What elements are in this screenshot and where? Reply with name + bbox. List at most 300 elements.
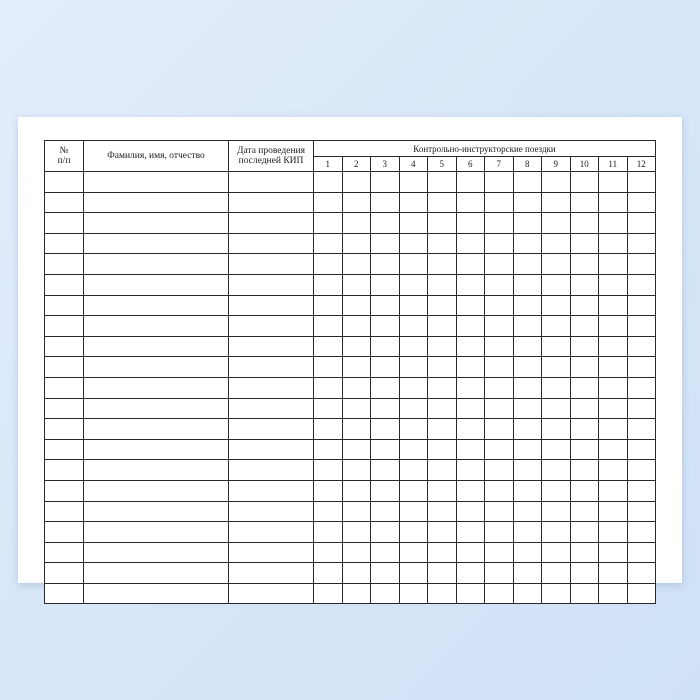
cell-trip-4[interactable]	[399, 295, 428, 316]
cell-trip-7[interactable]	[485, 377, 514, 398]
cell-trip-2[interactable]	[342, 583, 371, 604]
cell-trip-7[interactable]	[485, 501, 514, 522]
cell-trip-5[interactable]	[428, 460, 457, 481]
cell-trip-7[interactable]	[485, 172, 514, 193]
cell-trip-11[interactable]	[599, 192, 628, 213]
cell-trip-3[interactable]	[371, 563, 400, 584]
cell-trip-10[interactable]	[570, 213, 599, 234]
cell-full-name[interactable]	[84, 295, 229, 316]
cell-trip-7[interactable]	[485, 419, 514, 440]
cell-full-name[interactable]	[84, 233, 229, 254]
cell-trip-12[interactable]	[627, 316, 656, 337]
cell-number[interactable]	[45, 357, 84, 378]
cell-trip-4[interactable]	[399, 192, 428, 213]
cell-trip-3[interactable]	[371, 419, 400, 440]
cell-trip-9[interactable]	[542, 295, 571, 316]
cell-number[interactable]	[45, 460, 84, 481]
cell-trip-4[interactable]	[399, 336, 428, 357]
cell-number[interactable]	[45, 398, 84, 419]
cell-full-name[interactable]	[84, 316, 229, 337]
cell-trip-2[interactable]	[342, 233, 371, 254]
cell-trip-9[interactable]	[542, 316, 571, 337]
cell-trip-3[interactable]	[371, 439, 400, 460]
cell-trip-12[interactable]	[627, 419, 656, 440]
cell-trip-10[interactable]	[570, 419, 599, 440]
cell-trip-8[interactable]	[513, 233, 542, 254]
cell-trip-7[interactable]	[485, 398, 514, 419]
cell-trip-2[interactable]	[342, 563, 371, 584]
cell-trip-6[interactable]	[456, 274, 485, 295]
cell-trip-9[interactable]	[542, 192, 571, 213]
cell-trip-1[interactable]	[314, 563, 343, 584]
cell-trip-6[interactable]	[456, 583, 485, 604]
cell-trip-7[interactable]	[485, 480, 514, 501]
cell-full-name[interactable]	[84, 357, 229, 378]
cell-trip-5[interactable]	[428, 254, 457, 275]
cell-number[interactable]	[45, 563, 84, 584]
cell-trip-6[interactable]	[456, 563, 485, 584]
cell-trip-11[interactable]	[599, 480, 628, 501]
cell-trip-12[interactable]	[627, 295, 656, 316]
cell-date[interactable]	[229, 563, 314, 584]
cell-trip-3[interactable]	[371, 172, 400, 193]
cell-trip-5[interactable]	[428, 316, 457, 337]
cell-trip-11[interactable]	[599, 213, 628, 234]
cell-trip-10[interactable]	[570, 295, 599, 316]
cell-full-name[interactable]	[84, 254, 229, 275]
cell-trip-3[interactable]	[371, 501, 400, 522]
cell-trip-6[interactable]	[456, 172, 485, 193]
cell-trip-4[interactable]	[399, 583, 428, 604]
cell-trip-10[interactable]	[570, 274, 599, 295]
cell-trip-1[interactable]	[314, 377, 343, 398]
cell-trip-8[interactable]	[513, 254, 542, 275]
cell-number[interactable]	[45, 501, 84, 522]
cell-trip-11[interactable]	[599, 398, 628, 419]
cell-date[interactable]	[229, 172, 314, 193]
cell-trip-8[interactable]	[513, 398, 542, 419]
cell-trip-10[interactable]	[570, 522, 599, 543]
cell-trip-1[interactable]	[314, 336, 343, 357]
cell-full-name[interactable]	[84, 377, 229, 398]
cell-date[interactable]	[229, 274, 314, 295]
cell-trip-3[interactable]	[371, 583, 400, 604]
cell-trip-5[interactable]	[428, 419, 457, 440]
cell-trip-2[interactable]	[342, 542, 371, 563]
cell-trip-1[interactable]	[314, 316, 343, 337]
cell-trip-12[interactable]	[627, 522, 656, 543]
cell-trip-1[interactable]	[314, 172, 343, 193]
cell-trip-10[interactable]	[570, 480, 599, 501]
cell-trip-1[interactable]	[314, 233, 343, 254]
cell-trip-9[interactable]	[542, 480, 571, 501]
cell-trip-1[interactable]	[314, 522, 343, 543]
cell-trip-9[interactable]	[542, 172, 571, 193]
cell-date[interactable]	[229, 213, 314, 234]
cell-trip-11[interactable]	[599, 439, 628, 460]
cell-trip-7[interactable]	[485, 254, 514, 275]
cell-number[interactable]	[45, 274, 84, 295]
cell-trip-12[interactable]	[627, 542, 656, 563]
cell-trip-4[interactable]	[399, 233, 428, 254]
cell-trip-2[interactable]	[342, 316, 371, 337]
cell-trip-1[interactable]	[314, 213, 343, 234]
cell-number[interactable]	[45, 254, 84, 275]
cell-number[interactable]	[45, 295, 84, 316]
cell-trip-8[interactable]	[513, 336, 542, 357]
cell-number[interactable]	[45, 192, 84, 213]
cell-number[interactable]	[45, 583, 84, 604]
cell-trip-11[interactable]	[599, 295, 628, 316]
cell-trip-12[interactable]	[627, 192, 656, 213]
cell-trip-8[interactable]	[513, 480, 542, 501]
cell-trip-7[interactable]	[485, 233, 514, 254]
cell-trip-1[interactable]	[314, 542, 343, 563]
cell-date[interactable]	[229, 460, 314, 481]
cell-trip-3[interactable]	[371, 295, 400, 316]
cell-date[interactable]	[229, 233, 314, 254]
cell-trip-5[interactable]	[428, 192, 457, 213]
cell-trip-6[interactable]	[456, 522, 485, 543]
cell-trip-4[interactable]	[399, 398, 428, 419]
cell-trip-8[interactable]	[513, 583, 542, 604]
cell-trip-11[interactable]	[599, 336, 628, 357]
cell-trip-5[interactable]	[428, 501, 457, 522]
cell-trip-12[interactable]	[627, 233, 656, 254]
cell-trip-6[interactable]	[456, 295, 485, 316]
cell-trip-9[interactable]	[542, 377, 571, 398]
cell-full-name[interactable]	[84, 460, 229, 481]
cell-trip-2[interactable]	[342, 522, 371, 543]
cell-trip-4[interactable]	[399, 439, 428, 460]
cell-trip-7[interactable]	[485, 542, 514, 563]
cell-trip-7[interactable]	[485, 336, 514, 357]
cell-trip-10[interactable]	[570, 398, 599, 419]
cell-trip-4[interactable]	[399, 316, 428, 337]
cell-trip-1[interactable]	[314, 295, 343, 316]
cell-trip-1[interactable]	[314, 419, 343, 440]
cell-full-name[interactable]	[84, 213, 229, 234]
cell-trip-6[interactable]	[456, 439, 485, 460]
cell-trip-8[interactable]	[513, 439, 542, 460]
cell-trip-2[interactable]	[342, 274, 371, 295]
cell-trip-9[interactable]	[542, 233, 571, 254]
cell-trip-11[interactable]	[599, 563, 628, 584]
cell-trip-9[interactable]	[542, 563, 571, 584]
cell-trip-5[interactable]	[428, 295, 457, 316]
cell-trip-3[interactable]	[371, 233, 400, 254]
cell-full-name[interactable]	[84, 501, 229, 522]
cell-trip-2[interactable]	[342, 480, 371, 501]
cell-full-name[interactable]	[84, 542, 229, 563]
cell-trip-12[interactable]	[627, 274, 656, 295]
cell-trip-7[interactable]	[485, 583, 514, 604]
cell-trip-11[interactable]	[599, 254, 628, 275]
cell-trip-12[interactable]	[627, 336, 656, 357]
cell-trip-12[interactable]	[627, 377, 656, 398]
cell-trip-6[interactable]	[456, 254, 485, 275]
cell-trip-5[interactable]	[428, 480, 457, 501]
cell-trip-1[interactable]	[314, 357, 343, 378]
cell-number[interactable]	[45, 316, 84, 337]
cell-trip-4[interactable]	[399, 563, 428, 584]
cell-trip-2[interactable]	[342, 213, 371, 234]
cell-trip-11[interactable]	[599, 542, 628, 563]
cell-trip-4[interactable]	[399, 172, 428, 193]
cell-trip-4[interactable]	[399, 213, 428, 234]
cell-trip-9[interactable]	[542, 357, 571, 378]
cell-trip-2[interactable]	[342, 254, 371, 275]
cell-trip-6[interactable]	[456, 357, 485, 378]
cell-trip-10[interactable]	[570, 542, 599, 563]
cell-date[interactable]	[229, 316, 314, 337]
cell-trip-1[interactable]	[314, 274, 343, 295]
cell-number[interactable]	[45, 419, 84, 440]
cell-trip-5[interactable]	[428, 172, 457, 193]
cell-trip-10[interactable]	[570, 377, 599, 398]
cell-date[interactable]	[229, 542, 314, 563]
cell-trip-9[interactable]	[542, 336, 571, 357]
cell-trip-6[interactable]	[456, 542, 485, 563]
cell-trip-2[interactable]	[342, 336, 371, 357]
cell-trip-5[interactable]	[428, 583, 457, 604]
cell-number[interactable]	[45, 377, 84, 398]
cell-trip-3[interactable]	[371, 480, 400, 501]
cell-trip-10[interactable]	[570, 336, 599, 357]
cell-trip-6[interactable]	[456, 480, 485, 501]
cell-trip-4[interactable]	[399, 274, 428, 295]
cell-full-name[interactable]	[84, 274, 229, 295]
cell-trip-2[interactable]	[342, 398, 371, 419]
cell-trip-10[interactable]	[570, 233, 599, 254]
cell-full-name[interactable]	[84, 398, 229, 419]
cell-trip-11[interactable]	[599, 377, 628, 398]
cell-date[interactable]	[229, 254, 314, 275]
cell-date[interactable]	[229, 419, 314, 440]
cell-full-name[interactable]	[84, 172, 229, 193]
cell-trip-11[interactable]	[599, 583, 628, 604]
cell-number[interactable]	[45, 522, 84, 543]
cell-trip-9[interactable]	[542, 274, 571, 295]
cell-number[interactable]	[45, 233, 84, 254]
cell-trip-10[interactable]	[570, 439, 599, 460]
cell-trip-4[interactable]	[399, 419, 428, 440]
cell-trip-7[interactable]	[485, 274, 514, 295]
cell-date[interactable]	[229, 480, 314, 501]
cell-trip-10[interactable]	[570, 316, 599, 337]
cell-trip-12[interactable]	[627, 213, 656, 234]
cell-number[interactable]	[45, 172, 84, 193]
cell-date[interactable]	[229, 522, 314, 543]
cell-trip-4[interactable]	[399, 254, 428, 275]
cell-trip-5[interactable]	[428, 439, 457, 460]
cell-trip-5[interactable]	[428, 336, 457, 357]
cell-trip-9[interactable]	[542, 542, 571, 563]
cell-trip-2[interactable]	[342, 377, 371, 398]
cell-trip-2[interactable]	[342, 419, 371, 440]
cell-trip-2[interactable]	[342, 192, 371, 213]
cell-full-name[interactable]	[84, 480, 229, 501]
cell-trip-1[interactable]	[314, 439, 343, 460]
cell-trip-7[interactable]	[485, 522, 514, 543]
cell-trip-7[interactable]	[485, 213, 514, 234]
cell-trip-4[interactable]	[399, 357, 428, 378]
cell-trip-9[interactable]	[542, 213, 571, 234]
cell-trip-9[interactable]	[542, 439, 571, 460]
cell-trip-1[interactable]	[314, 192, 343, 213]
cell-number[interactable]	[45, 213, 84, 234]
cell-trip-8[interactable]	[513, 316, 542, 337]
cell-trip-11[interactable]	[599, 460, 628, 481]
cell-trip-3[interactable]	[371, 274, 400, 295]
cell-trip-8[interactable]	[513, 357, 542, 378]
cell-number[interactable]	[45, 542, 84, 563]
cell-trip-3[interactable]	[371, 357, 400, 378]
cell-full-name[interactable]	[84, 522, 229, 543]
cell-trip-7[interactable]	[485, 439, 514, 460]
cell-trip-6[interactable]	[456, 501, 485, 522]
cell-trip-7[interactable]	[485, 460, 514, 481]
cell-trip-5[interactable]	[428, 274, 457, 295]
cell-trip-3[interactable]	[371, 398, 400, 419]
cell-trip-2[interactable]	[342, 460, 371, 481]
cell-trip-6[interactable]	[456, 233, 485, 254]
cell-trip-11[interactable]	[599, 172, 628, 193]
cell-trip-11[interactable]	[599, 233, 628, 254]
cell-trip-7[interactable]	[485, 295, 514, 316]
cell-trip-8[interactable]	[513, 522, 542, 543]
cell-trip-2[interactable]	[342, 172, 371, 193]
cell-trip-10[interactable]	[570, 172, 599, 193]
cell-trip-5[interactable]	[428, 213, 457, 234]
cell-trip-11[interactable]	[599, 316, 628, 337]
cell-full-name[interactable]	[84, 563, 229, 584]
cell-trip-8[interactable]	[513, 377, 542, 398]
cell-full-name[interactable]	[84, 583, 229, 604]
cell-number[interactable]	[45, 336, 84, 357]
cell-date[interactable]	[229, 295, 314, 316]
cell-trip-7[interactable]	[485, 357, 514, 378]
cell-date[interactable]	[229, 583, 314, 604]
cell-trip-10[interactable]	[570, 460, 599, 481]
cell-number[interactable]	[45, 439, 84, 460]
cell-date[interactable]	[229, 398, 314, 419]
cell-date[interactable]	[229, 501, 314, 522]
cell-trip-6[interactable]	[456, 316, 485, 337]
cell-trip-12[interactable]	[627, 398, 656, 419]
cell-trip-9[interactable]	[542, 398, 571, 419]
cell-trip-8[interactable]	[513, 563, 542, 584]
cell-trip-12[interactable]	[627, 172, 656, 193]
cell-trip-6[interactable]	[456, 398, 485, 419]
cell-trip-8[interactable]	[513, 192, 542, 213]
cell-trip-7[interactable]	[485, 192, 514, 213]
cell-trip-3[interactable]	[371, 316, 400, 337]
cell-date[interactable]	[229, 192, 314, 213]
cell-trip-9[interactable]	[542, 583, 571, 604]
cell-trip-4[interactable]	[399, 377, 428, 398]
cell-trip-3[interactable]	[371, 336, 400, 357]
cell-trip-5[interactable]	[428, 233, 457, 254]
cell-trip-12[interactable]	[627, 480, 656, 501]
cell-trip-5[interactable]	[428, 377, 457, 398]
cell-trip-1[interactable]	[314, 398, 343, 419]
cell-trip-7[interactable]	[485, 563, 514, 584]
cell-trip-6[interactable]	[456, 377, 485, 398]
cell-trip-1[interactable]	[314, 583, 343, 604]
cell-trip-1[interactable]	[314, 254, 343, 275]
cell-trip-1[interactable]	[314, 480, 343, 501]
cell-full-name[interactable]	[84, 336, 229, 357]
cell-number[interactable]	[45, 480, 84, 501]
cell-trip-2[interactable]	[342, 439, 371, 460]
cell-trip-11[interactable]	[599, 522, 628, 543]
cell-trip-10[interactable]	[570, 254, 599, 275]
cell-full-name[interactable]	[84, 419, 229, 440]
cell-trip-8[interactable]	[513, 172, 542, 193]
cell-date[interactable]	[229, 336, 314, 357]
cell-trip-3[interactable]	[371, 377, 400, 398]
cell-trip-9[interactable]	[542, 501, 571, 522]
cell-trip-2[interactable]	[342, 295, 371, 316]
cell-trip-12[interactable]	[627, 357, 656, 378]
cell-trip-12[interactable]	[627, 563, 656, 584]
cell-trip-3[interactable]	[371, 192, 400, 213]
cell-trip-12[interactable]	[627, 460, 656, 481]
cell-trip-11[interactable]	[599, 274, 628, 295]
cell-trip-7[interactable]	[485, 316, 514, 337]
cell-trip-12[interactable]	[627, 439, 656, 460]
cell-trip-3[interactable]	[371, 254, 400, 275]
cell-trip-4[interactable]	[399, 480, 428, 501]
cell-trip-10[interactable]	[570, 501, 599, 522]
cell-trip-8[interactable]	[513, 274, 542, 295]
cell-trip-6[interactable]	[456, 419, 485, 440]
cell-trip-5[interactable]	[428, 563, 457, 584]
cell-trip-4[interactable]	[399, 522, 428, 543]
cell-date[interactable]	[229, 357, 314, 378]
cell-trip-3[interactable]	[371, 522, 400, 543]
cell-trip-12[interactable]	[627, 501, 656, 522]
cell-trip-11[interactable]	[599, 357, 628, 378]
cell-trip-9[interactable]	[542, 419, 571, 440]
cell-trip-10[interactable]	[570, 192, 599, 213]
cell-trip-2[interactable]	[342, 357, 371, 378]
cell-trip-4[interactable]	[399, 501, 428, 522]
cell-trip-8[interactable]	[513, 501, 542, 522]
cell-trip-8[interactable]	[513, 460, 542, 481]
cell-trip-8[interactable]	[513, 213, 542, 234]
cell-trip-6[interactable]	[456, 336, 485, 357]
cell-trip-5[interactable]	[428, 542, 457, 563]
cell-trip-11[interactable]	[599, 501, 628, 522]
cell-trip-8[interactable]	[513, 295, 542, 316]
cell-date[interactable]	[229, 377, 314, 398]
cell-trip-9[interactable]	[542, 254, 571, 275]
cell-trip-1[interactable]	[314, 460, 343, 481]
cell-trip-6[interactable]	[456, 213, 485, 234]
cell-trip-2[interactable]	[342, 501, 371, 522]
cell-trip-9[interactable]	[542, 460, 571, 481]
cell-trip-10[interactable]	[570, 583, 599, 604]
cell-full-name[interactable]	[84, 439, 229, 460]
cell-trip-3[interactable]	[371, 460, 400, 481]
cell-date[interactable]	[229, 439, 314, 460]
cell-trip-4[interactable]	[399, 460, 428, 481]
cell-trip-10[interactable]	[570, 563, 599, 584]
cell-trip-10[interactable]	[570, 357, 599, 378]
cell-trip-12[interactable]	[627, 583, 656, 604]
